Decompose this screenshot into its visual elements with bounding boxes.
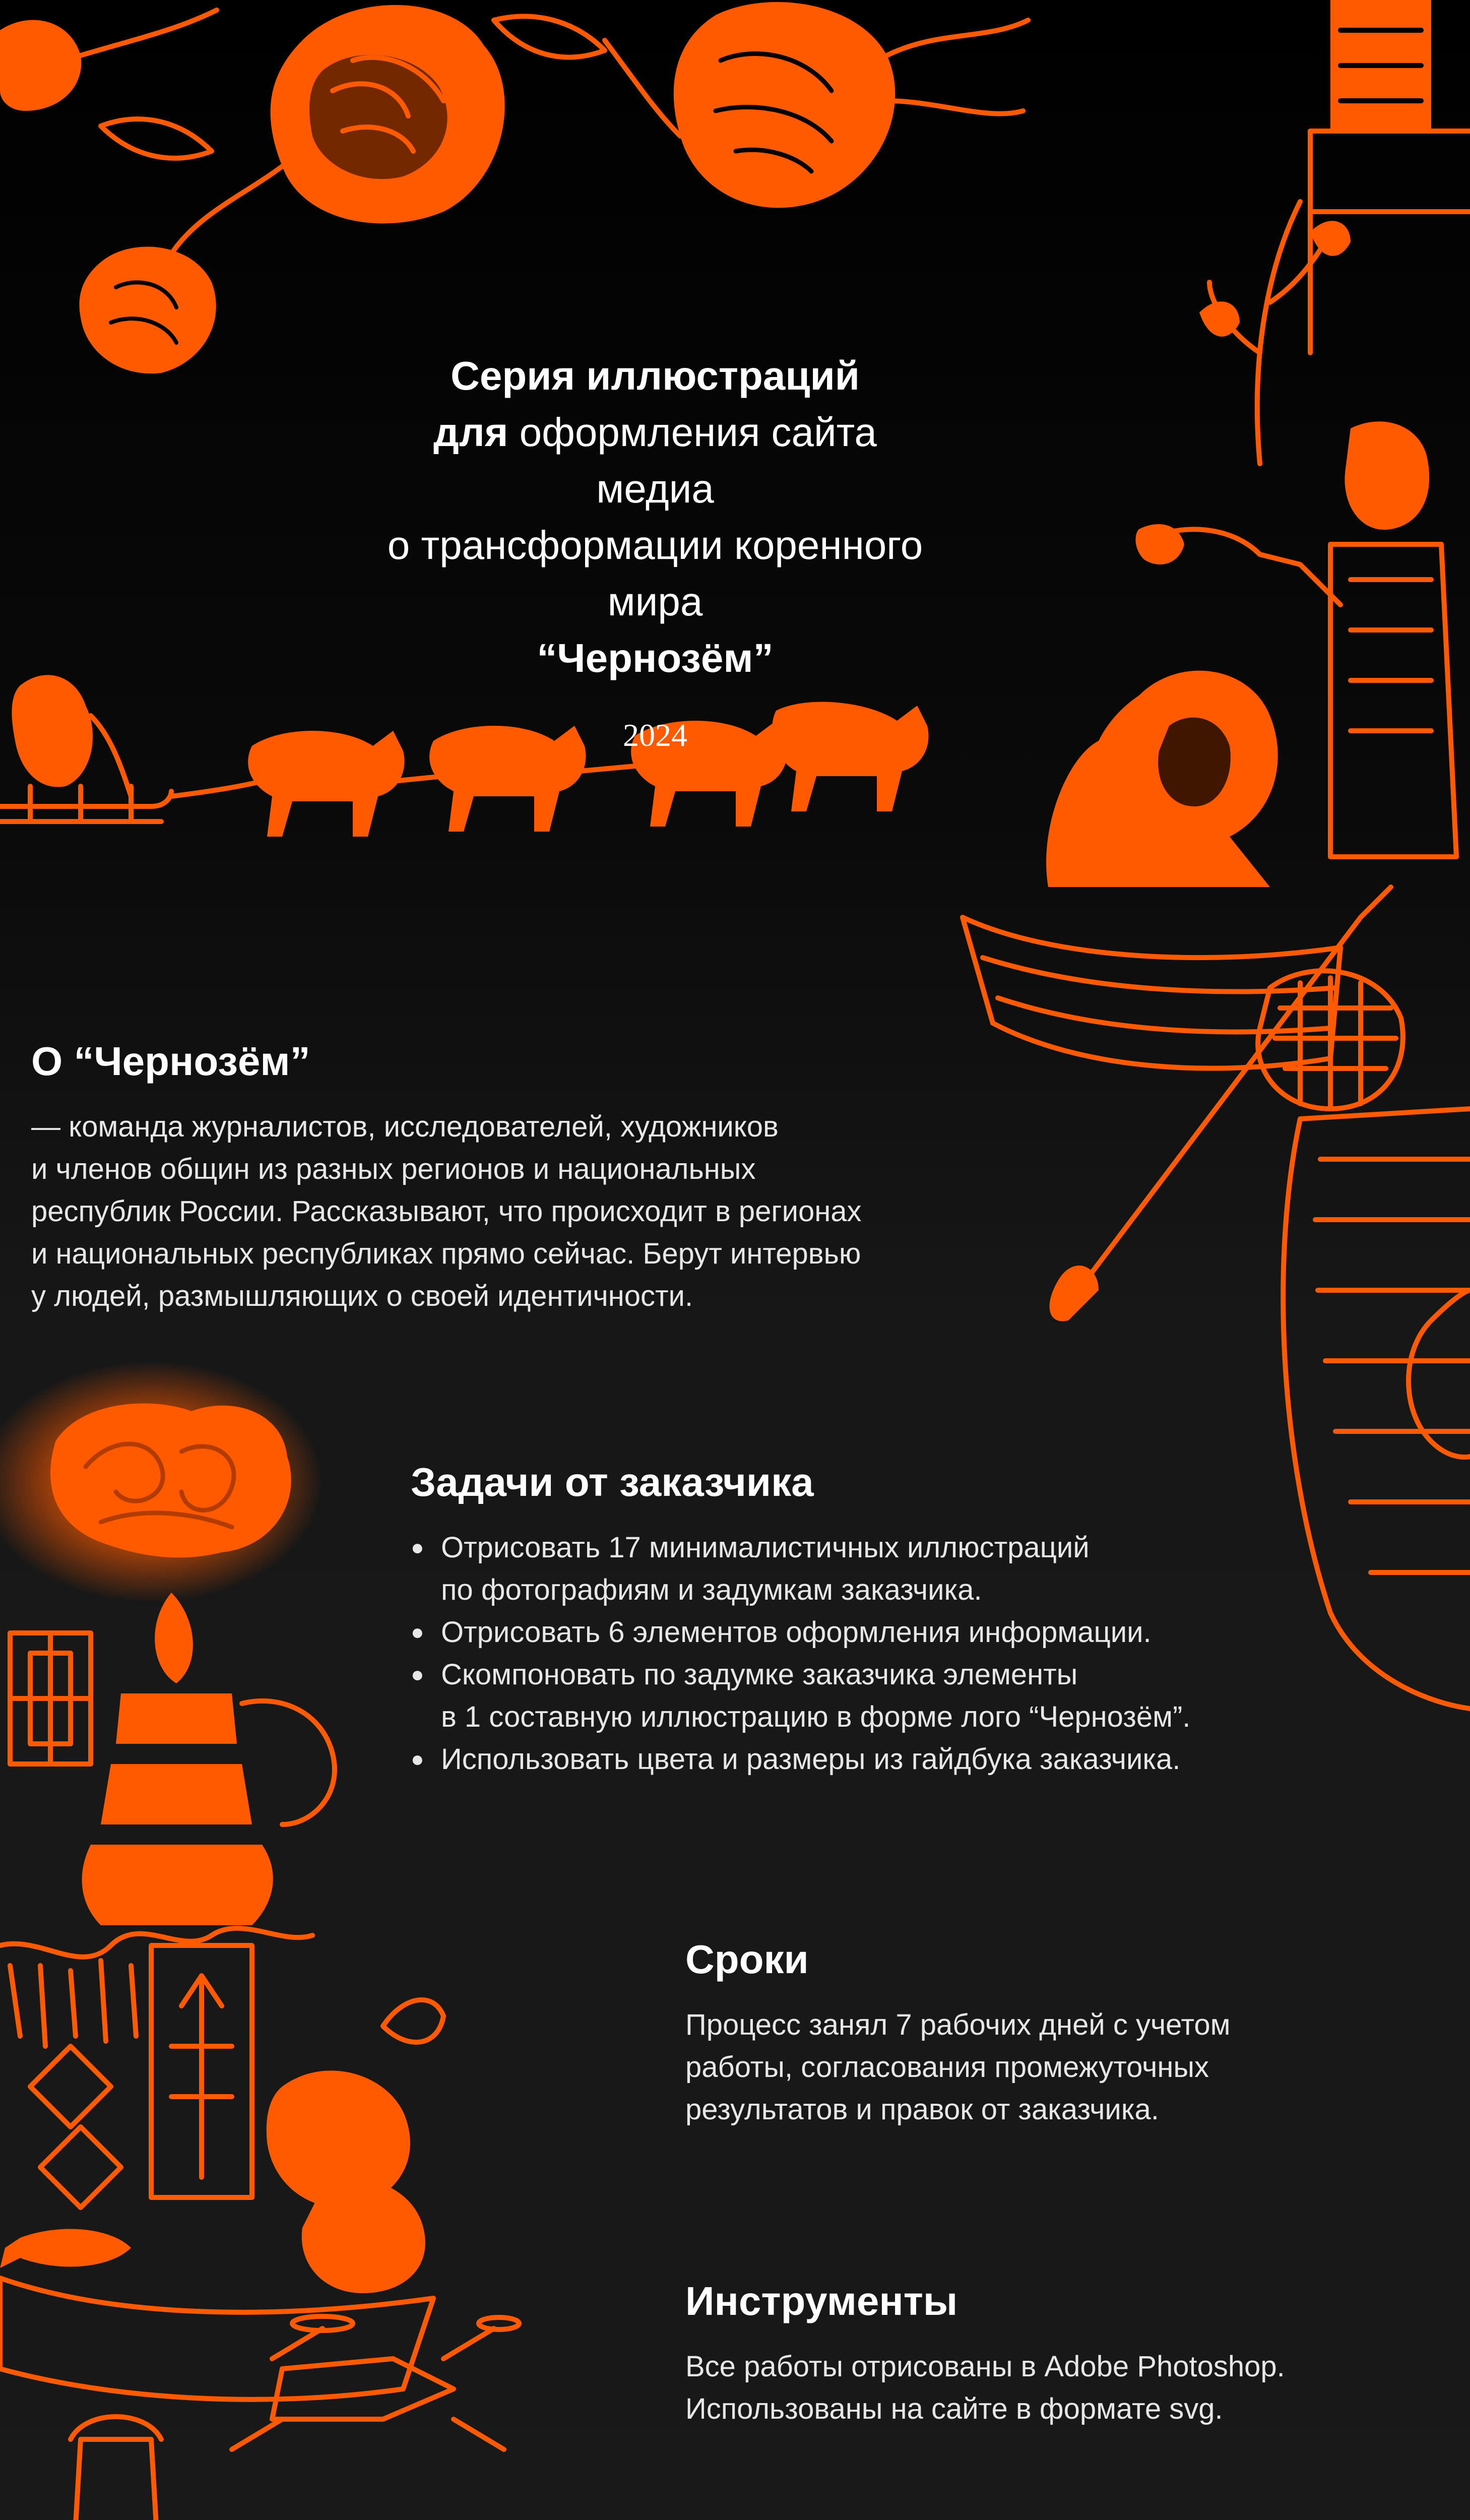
- tasks-list-item: ● Отрисовать 6 элементов оформления информации.: [411, 1611, 1293, 1654]
- hero-title-line2-regular: оформления сайта медиа: [508, 410, 877, 511]
- hero-title-line3: о трансформации коренного мира: [387, 523, 923, 624]
- tools-text: Все работы отрисованы в Adobe Photoshop. Использованы на сайте в формате svg.: [685, 2350, 1285, 2425]
- about-text: — команда журналистов, исследователей, художников и членов общин из разных регионов и национальных республик России. Рассказывают, что происходит в регионах и национальных республиках прямо сейчас. Берут интервью у людей, размышляющих о своей идентичности.: [31, 1110, 862, 1312]
- hero-title-line4: “Чернозём”: [537, 636, 774, 680]
- terms-title: Сроки: [685, 1937, 809, 1982]
- about-title: О “Чернозём”: [31, 1039, 310, 1084]
- about-section: [31, 1038, 989, 1317]
- tools-title: Инструменты: [685, 2279, 958, 2323]
- tasks-list: [411, 1527, 1293, 1781]
- tasks-list-item: ● Отрисовать 17 минималистичных иллюстраций по фотографиям и задумкам заказчика.: [411, 1527, 1293, 1611]
- hero-year: 2024: [623, 717, 687, 753]
- terms-text: Процесс занял 7 рабочих дней с учетом работы, согласования промежуточных результатов и правок от заказчика.: [685, 2008, 1231, 2126]
- tools-section: [685, 2278, 1416, 2430]
- tasks-list-item: ● Использовать цвета и размеры из гайдбука заказчика.: [411, 1738, 1293, 1781]
- hero-title-block: [373, 348, 937, 754]
- hero-title-line2-bold: для: [433, 410, 508, 455]
- tasks-list-item: ● Скомпоновать по задумке заказчика элементы в 1 составную иллюстрацию в форме лого “Чернозём”.: [411, 1654, 1293, 1738]
- tasks-section: [411, 1459, 1293, 1781]
- tasks-title: Задачи от заказчика: [411, 1460, 814, 1504]
- hero-title-line2: [373, 404, 937, 517]
- terms-section: [685, 1936, 1391, 2131]
- hero-title-line1: Серия иллюстраций: [451, 353, 860, 398]
